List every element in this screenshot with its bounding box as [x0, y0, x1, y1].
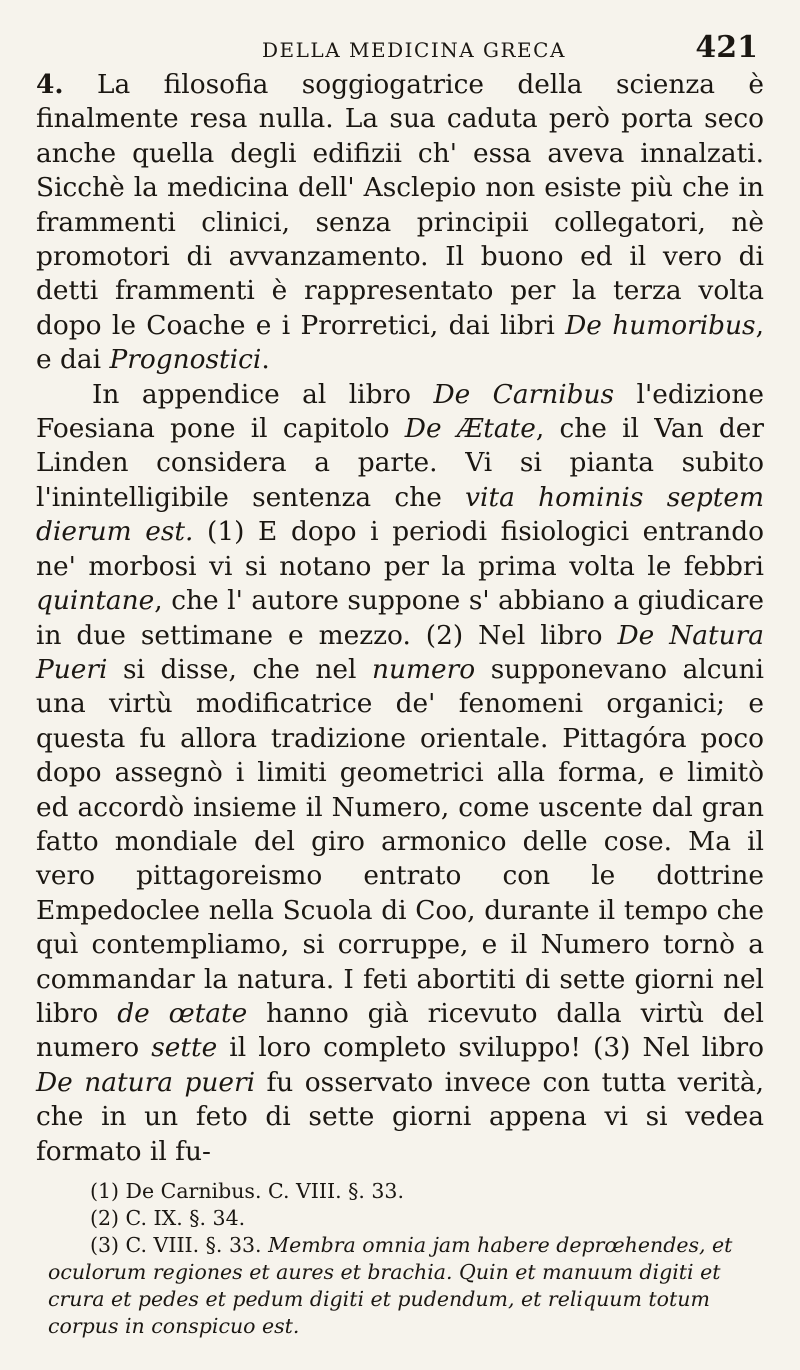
text-span: fu osservato invece con tutta verità, che in un feto di sette giorni appena vi si vedea formato il fu-: [36, 1066, 764, 1167]
italic-title: De natura pueri: [36, 1066, 256, 1098]
text-span: l'edizione Foesiana pone il capitolo: [36, 378, 764, 445]
footnote-3-lead: (3) C. VIII. §. 33.: [90, 1233, 269, 1257]
text-span: il loro completo sviluppo! (3) Nel libro: [217, 1032, 764, 1064]
paragraph-1: [36, 68, 764, 378]
italic-title: De Natura Pueri: [36, 619, 764, 685]
footnote-2: (2) C. IX. §. 34.: [90, 1206, 246, 1230]
text-span: .: [261, 344, 270, 376]
footnote-1: (1) De Carnibus. C. VIII. §. 33.: [90, 1179, 404, 1203]
paragraph-2: [36, 378, 764, 1169]
text-span: , che il Van der Linden considera a parte. Vi si pianta subito l'inintelligibile sentenza che: [36, 413, 764, 513]
italic-title: Prognostici: [109, 344, 262, 376]
main-text: [36, 68, 764, 1169]
text-span: La filosofia soggiogatrice della scienza è finalmente resa nulla. La sua caduta però porta seco anche quella degli edifizii ch' essa aveva innalzati. Sicchè la medicina dell' Asclepio non esiste più che in frammenti clinici, senza principii collegatori, nè promotori di avvanzamento. Il buono ed il vero di detti frammenti è rappresentato per la terza volta dopo le Coache e i Prorretici, dai libri: [36, 69, 764, 341]
page-number: 421: [695, 30, 758, 65]
italic-term: quintane: [36, 585, 155, 617]
italic-title: De humoribus: [565, 309, 756, 341]
text-span: hanno già ricevuto dalla virtù del numero: [36, 997, 764, 1064]
text-span: supponevano alcuni una virtù modificatrice de' fenomeni organici; e questa fu allora tradizione orientale. Pittagóra poco dopo assegnò i limiti geometrici alla forma, e limitò ed accordò insieme il Numero, come uscente dal gran fatto mondiale del giro armonico delle cose. Ma il vero pittagoreismo entrato con le dottrine Empedoclee nella Scuola di Coo, durante il tempo che quì contempliamo, si corruppe, e il Numero tornò a commandar la natura. I feti abortiti di sette giorni nel libro: [36, 653, 764, 1029]
italic-quote: vita hominis septem dierum est.: [36, 481, 764, 548]
text-span: , che l' autore suppone s' abbiano a giudicare in due settimane e mezzo. (2) Nel libro: [36, 585, 764, 651]
running-title: DELLA MEDICINA GRECA: [262, 38, 566, 62]
italic-title: de œtate: [117, 997, 248, 1029]
text-span: In appendice al libro: [92, 378, 434, 410]
text-span: si disse, che nel: [107, 653, 373, 685]
italic-title: De Ætate: [404, 413, 536, 445]
text-span: , e dai: [36, 309, 764, 376]
section-number: 4.: [36, 69, 64, 100]
footnote-3-quote: Membra omnia jam habere deprœhendes, et oculorum regiones et aures et brachia. Quin et manuum digiti et crura et pedes et pedum digiti et pudendum, et reliquum totum corpus in conspicuo est.: [48, 1233, 733, 1338]
text-span: (1) E dopo i periodi fisiologici entrando ne' morbosi vi si notano per la prima volta le febbri: [36, 516, 764, 582]
footnotes: [48, 1178, 768, 1340]
italic-term: sette: [151, 1032, 218, 1064]
page-header: [0, 30, 800, 70]
italic-title: De Carnibus: [433, 378, 615, 410]
footnote-3: [48, 1232, 768, 1340]
italic-term: numero: [372, 653, 476, 685]
